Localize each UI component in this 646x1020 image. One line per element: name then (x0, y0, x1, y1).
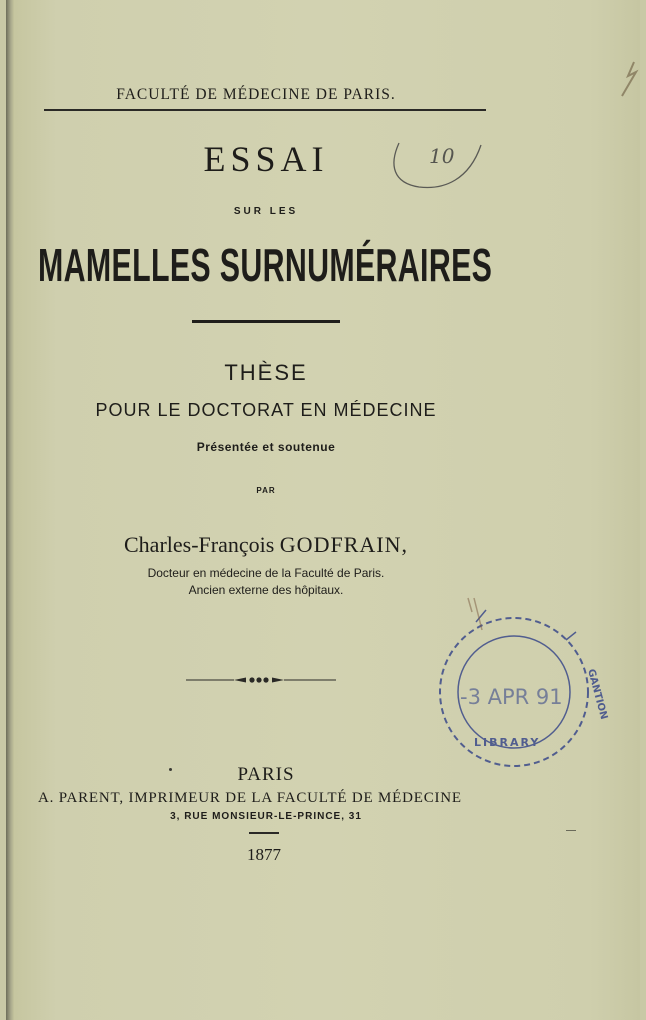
author-given-name: Charles-François (124, 532, 275, 557)
sur-les-text: SUR LES (233, 206, 299, 217)
publication-year: 1877 (247, 845, 281, 864)
stamp-date: -3 APR 91 (460, 685, 563, 709)
title-page (6, 0, 640, 1020)
doctorat-line: POUR LE DOCTORAT EN MÉDECINE (95, 400, 437, 420)
presentee-line: Présentée et soutenue (196, 440, 336, 454)
page-mark (566, 830, 576, 831)
par-text: PAR (256, 486, 276, 495)
handwritten-number: 10 (429, 144, 455, 168)
author-name (6, 532, 526, 558)
handwritten-number-mark (389, 135, 489, 195)
city-name: PARIS (237, 764, 295, 785)
author-surname: GODFRAIN, (279, 532, 408, 557)
library-stamp (416, 600, 610, 760)
year-rule (249, 832, 279, 834)
printer-line: A. PARENT, IMPRIMEUR DE LA FACULTÉ DE MÉDECINE (38, 790, 462, 806)
author-credential-2: Ancien externe des hôpitaux. (188, 583, 344, 597)
author-credential-1: Docteur en médecine de la Faculté de Paris. (147, 566, 385, 580)
stamp-ring-text-bottom: LIBRARY (474, 736, 541, 749)
stamp-ring-text-right: GANTION (585, 667, 610, 721)
thesis-title: MAMELLES SURNUMÉRAIRES (38, 239, 493, 291)
paper-stain (616, 60, 646, 100)
these-heading: THÈSE (224, 360, 308, 385)
printer-address: 3, RUE MONSIEUR-LE-PRINCE, 31 (170, 811, 362, 822)
title-rule (192, 320, 340, 323)
faculty-header: FACULTÉ DE MÉDECINE DE PARIS. (116, 86, 396, 103)
ornament-divider (186, 676, 336, 684)
essai-heading: ESSAI (203, 139, 329, 179)
header-rule (44, 109, 486, 111)
